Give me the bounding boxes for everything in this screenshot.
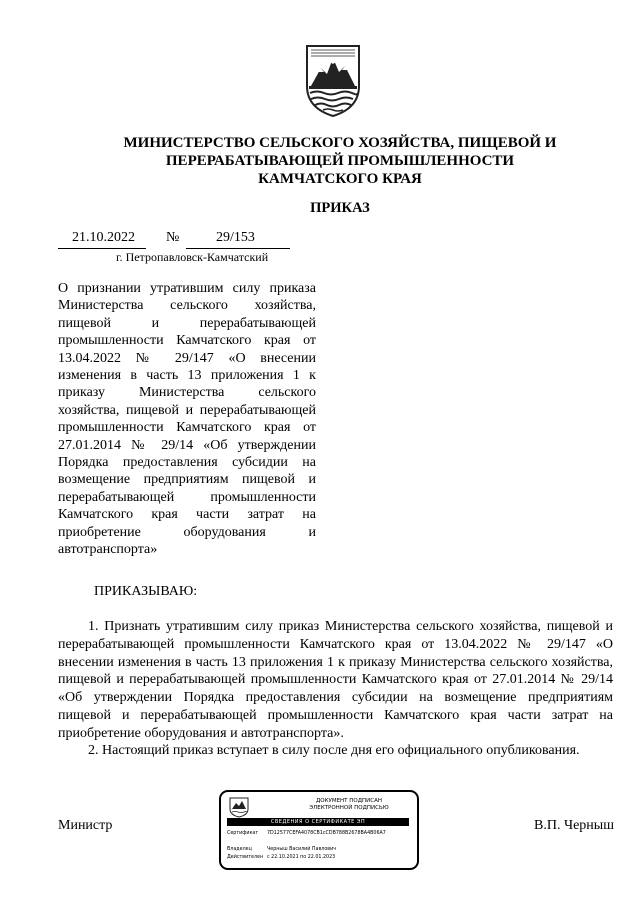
stamp-certificate-bar: СВЕДЕНИЯ О СЕРТИФИКАТЕ ЭП — [227, 818, 409, 826]
stamp-valid-value: с 22.10.2021 по 22.01.2023 — [267, 855, 336, 860]
electronic-signature-stamp — [219, 790, 419, 870]
order-number: 29/153 — [216, 230, 255, 245]
ministry-title — [60, 134, 620, 188]
city: г. Петропавловск-Камчатский — [116, 250, 269, 264]
order-paragraph-2: 2. Настоящий приказ вступает в силу после дня его официального опубликования. — [88, 743, 580, 758]
stamp-cert-label: Сертификат — [227, 831, 259, 836]
ministry-title-line2: ПЕРЕРАБАТЫВАЮЩЕЙ ПРОМЫШЛЕННОСТИ — [165, 153, 515, 169]
order-date: 21.10.2022 — [72, 230, 135, 245]
kamchatka-coat-of-arms-icon — [297, 38, 369, 118]
signer-title: Министр — [58, 818, 113, 833]
order-paragraph-1: 1. Признать утратившим силу приказ Министерства сельского хозяйства, пищевой и перерабатывающей промышленности Камчатского края от 13.04.2022 № 29/147 «О внесении изменения в часть 13 приложения 1 к приказу Министерства сельского хозяйства, пищевой и перерабатывающей промышленности Камчатского края от 27.01.2014 № 29/14 «Об утверждении Порядка предоставления субсидии на возмещение предприятиям пищевой и перерабатывающей промышленности Камчатского края части затрат на приобретение оборудования и автотранспорта». — [58, 619, 613, 741]
stamp-cert-value: 7D12577CEFA4078CB1cCDB788B2678BA4B06A7 — [267, 831, 386, 836]
signer-name: В.П. Черныш — [534, 818, 614, 833]
ministry-title-line3: КАМЧАТСКОГО КРАЯ — [258, 171, 422, 187]
number-sign: № — [166, 230, 180, 245]
ministry-title-line1: МИНИСТЕРСТВО СЕЛЬСКОГО ХОЗЯЙСТВА, ПИЩЕВОЙ И — [123, 135, 557, 151]
stamp-coat-of-arms-icon — [227, 796, 251, 818]
order-subject: О признании утратившим силу приказа Министерства сельского хозяйства, пищевой и перерабатывающей промышленности Камчатского края от 13.04.2022 № 29/147 «О внесении изменения в часть 13 приложения 1 к приказу Министерства сельского хозяйства, пищевой и перерабатывающей промышленности Камчатского края от 27.01.2014 № 29/14 «Об утверждении Порядка предоставления субсидии на возмещение предприятиям пищевой и перерабатывающей промышленности Камчатского края части затрат на приобретение оборудования и автотранспорта» — [58, 281, 316, 558]
stamp-owner-value: Черныш Василий Павлович — [267, 847, 337, 852]
date-underline — [58, 248, 146, 249]
number-underline — [186, 248, 290, 249]
stamp-heading — [281, 798, 417, 812]
stamp-owner-label: Владелец — [227, 847, 252, 852]
stamp-heading-line1: ДОКУМЕНТ ПОДПИСАН — [315, 798, 383, 804]
stamp-valid-label: Действителен — [227, 855, 264, 860]
order-directive: ПРИКАЗЫВАЮ: — [94, 584, 198, 599]
order-title: ПРИКАЗ — [310, 200, 370, 216]
stamp-heading-line2: ЭЛЕКТРОННОЙ ПОДПИСЬЮ — [309, 805, 389, 811]
order-date-number-line — [58, 230, 298, 250]
